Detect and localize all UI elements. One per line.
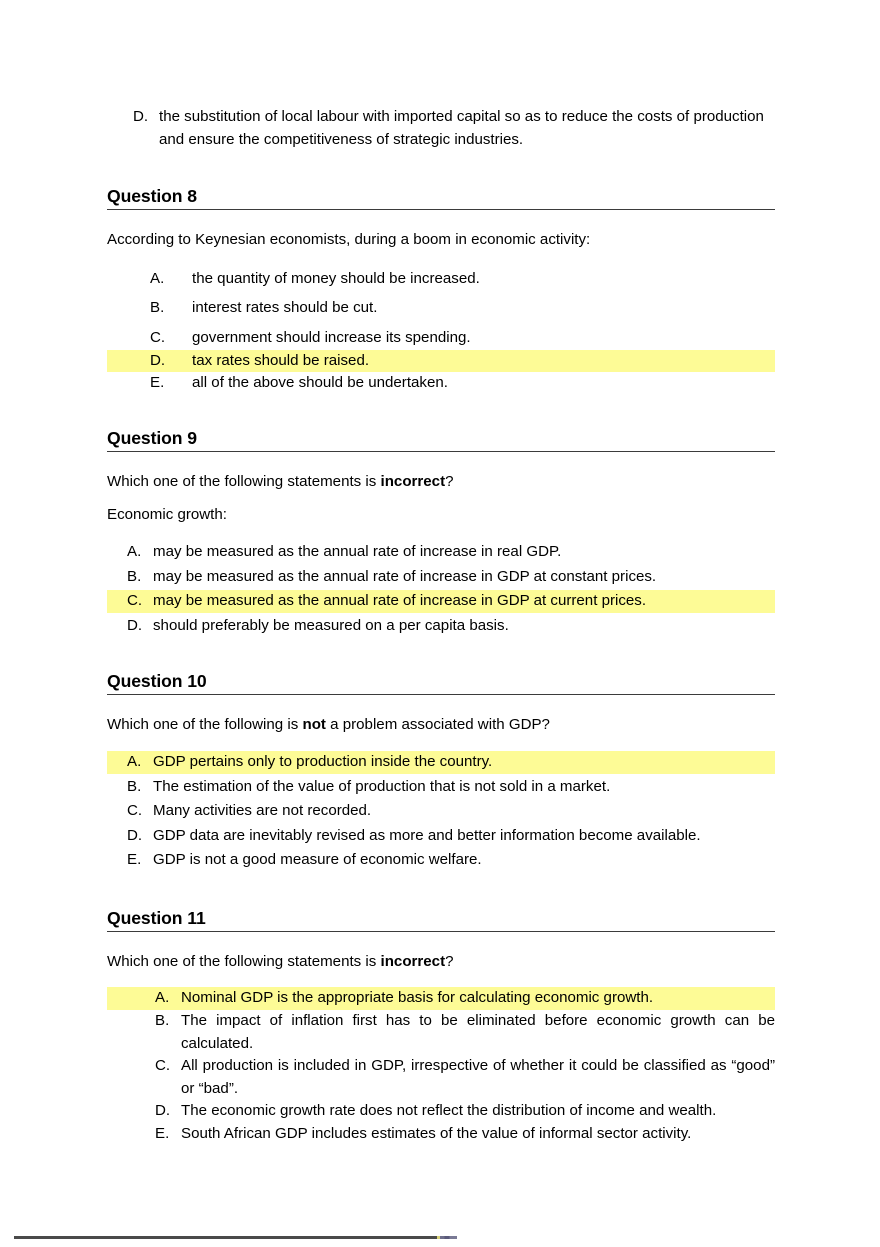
option-text: Many activities are not recorded. [153, 802, 372, 820]
option-letter: E. [150, 374, 165, 392]
option-letter: D. [150, 351, 166, 369]
list-item[interactable] [107, 297, 775, 320]
option-text: may be measured as the annual rate of increase in GDP at constant prices. [153, 567, 657, 585]
list-item[interactable] [107, 776, 775, 799]
option-letter: A. [127, 542, 142, 560]
question-stem-8 [107, 229, 775, 252]
option-text: The economic growth rate does not reflect the distribution of income and wealth. [181, 1102, 717, 1120]
stem-suffix: ? [445, 472, 454, 490]
option-letter: A. [127, 752, 142, 770]
option-letter: A. [150, 269, 165, 287]
footer-marker [437, 1236, 457, 1239]
stem-prefix: According to Keynesian economists, during a boom in economic activity: [107, 231, 591, 249]
stem-prefix: Which one of the following statements is [107, 472, 381, 490]
list-item[interactable] [107, 1010, 775, 1055]
list-item[interactable] [107, 327, 775, 350]
option-text: all of the above should be undertaken. [192, 374, 448, 392]
option-text: government should increase its spending. [192, 328, 471, 346]
option-text: should preferably be measured on a per capita basis. [153, 616, 509, 634]
stem-prefix: Which one of the following is [107, 716, 303, 734]
option-text: the substitution of local labour with imported capital so as to reduce the costs of production and ensure the competitiveness of strategic industries. [159, 108, 764, 148]
option-letter: B. [155, 1012, 170, 1030]
list-item[interactable] [107, 1123, 775, 1146]
question-stem-9 [107, 471, 775, 494]
list-item [107, 106, 775, 151]
list-item[interactable] [107, 541, 775, 564]
option-text: may be measured as the annual rate of increase in GDP at current prices. [153, 592, 647, 610]
option-letter: D. [155, 1102, 171, 1120]
stem-emphasis: incorrect [380, 952, 446, 970]
option-text: interest rates should be cut. [192, 299, 378, 317]
option-letter: A. [155, 989, 170, 1007]
continued-option-block [107, 0, 775, 151]
option-list-11 [107, 987, 775, 1145]
stem-suffix: ? [445, 952, 454, 970]
option-text: All production is included in GDP, irrespective of whether it could be classified as “good” or “bad”. [181, 1057, 775, 1097]
list-item[interactable] [107, 800, 775, 823]
option-text: The impact of inflation first has to be eliminated before economic growth can be calculated. [181, 1012, 775, 1052]
option-letter: B. [127, 567, 142, 585]
question-heading-8: Question 8 [107, 186, 775, 210]
option-text: Nominal GDP is the appropriate basis for calculating economic growth. [181, 989, 654, 1007]
option-letter: E. [155, 1125, 170, 1143]
question-heading-10: Question 10 [107, 671, 775, 695]
option-letter: C. [150, 328, 166, 346]
question-stem-10 [107, 714, 775, 737]
list-item[interactable] [107, 1055, 775, 1100]
page-content [107, 0, 775, 1146]
question-stem-11 [107, 951, 775, 974]
stem-emphasis: incorrect [380, 472, 446, 490]
list-item[interactable] [107, 268, 775, 291]
list-item[interactable] [107, 825, 775, 848]
list-item[interactable] [107, 1100, 775, 1123]
option-text: may be measured as the annual rate of increase in real GDP. [153, 542, 562, 560]
option-text: the quantity of money should be increased. [192, 269, 480, 287]
option-letter: C. [127, 592, 143, 610]
option-letter: C. [127, 802, 143, 820]
stem-emphasis: not [302, 716, 326, 734]
option-text: tax rates should be raised. [192, 351, 370, 369]
option-text: The estimation of the value of production that is not sold in a market. [153, 777, 611, 795]
option-text: GDP data are inevitably revised as more and better information become available. [153, 826, 701, 844]
list-item-highlighted[interactable] [107, 350, 775, 373]
question-heading-11: Question 11 [107, 908, 775, 932]
option-letter: B. [150, 299, 165, 317]
list-item-highlighted[interactable] [107, 987, 775, 1010]
question-stem-9-secondary: Economic growth: [107, 506, 227, 524]
option-list-10 [107, 751, 775, 872]
stem-suffix: a problem associated with GDP? [325, 716, 550, 734]
option-letter: C. [155, 1057, 171, 1075]
option-list-9 [107, 541, 775, 637]
question-heading-9: Question 9 [107, 428, 775, 452]
list-item-highlighted[interactable] [107, 751, 775, 774]
option-text: South African GDP includes estimates of the value of informal sector activity. [181, 1125, 692, 1143]
list-item-highlighted[interactable] [107, 590, 775, 613]
stem-prefix: Which one of the following statements is [107, 952, 381, 970]
option-text: GDP is not a good measure of economic welfare. [153, 851, 482, 869]
option-text: GDP pertains only to production inside the country. [153, 752, 493, 770]
option-letter: B. [127, 777, 142, 795]
list-item[interactable] [107, 615, 775, 638]
option-letter: D. [127, 616, 143, 634]
list-item[interactable] [107, 566, 775, 589]
option-letter: D. [127, 826, 143, 844]
option-letter: D. [133, 108, 149, 125]
option-letter: E. [127, 851, 142, 869]
list-item[interactable] [107, 372, 775, 395]
footer-divider [14, 1236, 457, 1239]
list-item[interactable] [107, 849, 775, 872]
option-list-8 [107, 268, 775, 395]
